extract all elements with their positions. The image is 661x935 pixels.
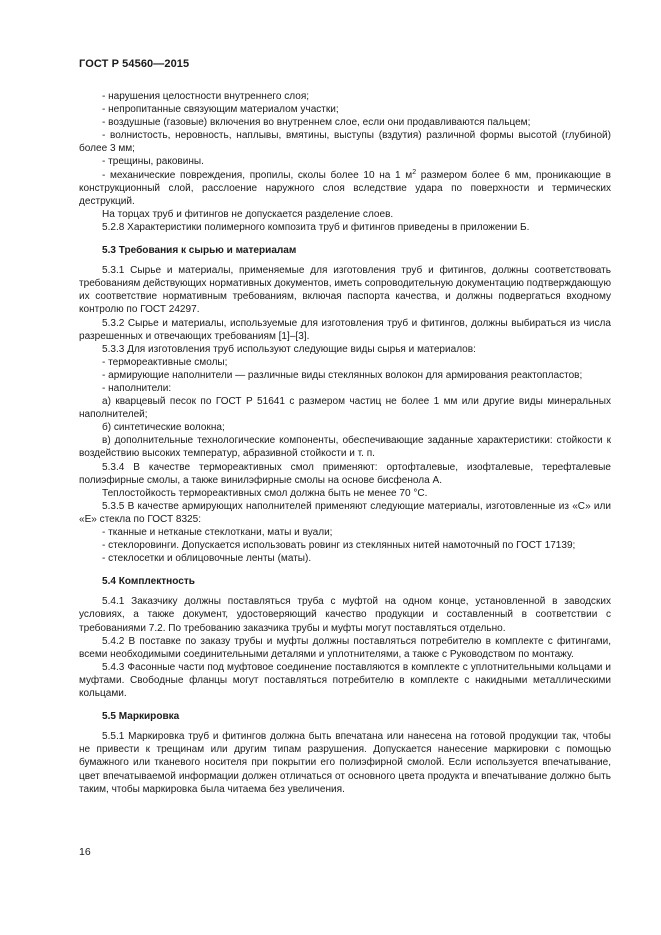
list-item: б) синтетические волокна; [102, 422, 225, 434]
list-item: - термореактивные смолы; [102, 356, 228, 368]
list-item: - непропитанные связующим материалом участки; [102, 104, 339, 116]
list-item: - тканные и нетканые стеклоткани, маты и вуали; [102, 527, 333, 538]
paragraph: 5.3.4 В качестве термореактивных смол применяют: ортофталевые, изофталевые, терефталевые полиэфирные смолы, а также винилэфирные смолы на основе бисфенола А. [79, 461, 611, 486]
superscript: 2 [412, 168, 417, 176]
document-body [79, 90, 611, 796]
paragraph: 5.3.2 Сырье и материалы, используемые для изготовления труб и фитингов, должны выбираться из числа разрешенных и отвечающих требованиям [1]–[3]. [79, 317, 611, 342]
paragraph: 5.4.1 Заказчику должны поставляться труба с муфтой на одном конце, установленной в заводских условиях, а также документ, удостоверяющий качество продукции и составленный в соответствии с требованиями 7.2. По требованию заказчика трубы и муфты могут поставляться отдельно. [79, 596, 611, 634]
list-item: - нарушения целостности внутреннего слоя; [102, 91, 310, 102]
list-item-mechanical-damage [79, 169, 611, 208]
list-item: - стеклосетки и облицовочные ленты (маты). [102, 553, 312, 565]
list-item: а) кварцевый песок по ГОСТ Р 51641 с размером частиц не более 1 мм или другие виды минеральных наполнителей; [79, 396, 611, 421]
page-number: 16 [79, 846, 91, 858]
list-item: - наполнители: [102, 382, 172, 394]
paragraph: Теплостойкость термореактивных смол должна быть не менее 70 °С. [102, 487, 428, 499]
list-item: в) дополнительные технологические компоненты, обеспечивающие заданные характеристики: стойкости к воздействию высоких температур, абразивной стойкости и т. п. [79, 435, 611, 460]
list-item: - стеклоровинги. Допускается использовать ровинг из стеклянных нитей намоточный по ГОСТ 17139; [102, 540, 576, 552]
paragraph: 5.5.1 Маркировка труб и фитингов должна быть впечатана или нанесена на готовой продукции так, чтобы не привести к трещинам или другим типам разрушения. Допускается нанесение маркировки с помощью бумажного или тканевого носителя при покрытии его полиэфирной смолой. Если используется впечатывание, цвет впечатываемой информации должен отличаться от основного цвета продукта и впечатывание должно быть таким, чтобы маркировка была читаема без увеличения. [79, 731, 611, 795]
list-item: - воздушные (газовые) включения во внутреннем слое, если они продавливаются пальцем; [102, 117, 531, 129]
paragraph: 5.3.3 Для изготовления труб используют следующие виды сырья и материалов: [102, 343, 476, 355]
paragraph: 5.3.1 Сырье и материалы, применяемые для изготовления труб и фитингов, должны соответствовать требованиям действующих нормативных документов, иметь сопроводительную документацию подтверждающую их соответствие нормативным требованиям, включая паспорта качества, и должны подвергаться входному контролю по ГОСТ 24297. [79, 265, 611, 316]
paragraph: 5.4.3 Фасонные части под муфтовое соединение поставляются в комплекте с уплотнительными кольцами и муфтами. Свободные фланцы могут поставляться потребителю в комплекте с накидными металлическими кольцами. [79, 661, 611, 700]
paragraph: 5.3.5 В качестве армирующих наполнителей применяют следующие материалы, изготовленные из «С» или «Е» стекла по ГОСТ 8325: [79, 500, 611, 525]
text-fragment: размером более 6 мм, проникающие в конструкционный слой, расслоение наружного слоя вследствие удара по поверхности и термических деструкций. [79, 169, 611, 207]
text-fragment: - механические повреждения, пропилы, сколы более 10 на 1 м [102, 169, 413, 181]
paragraph: 5.2.8 Характеристики полимерного композита труб и фитингов приведены в приложении Б. [102, 221, 530, 233]
section-heading-5-5: 5.5 Маркировка [102, 711, 180, 723]
section-heading-5-4: 5.4 Комплектность [102, 576, 195, 588]
list-item: - армирующие наполнители — различные виды стеклянных волокон для армирования реактопластов; [102, 369, 583, 381]
list-item: - волнистость, неровность, наплывы, вмятины, выступы (вздутия) различной формы высотой (глубиной) более 3 мм; [79, 130, 611, 155]
document-header: ГОСТ Р 54560—2015 [79, 58, 190, 70]
section-heading-5-3: 5.3 Требования к сырью и материалам [102, 245, 297, 257]
paragraph: 5.4.2 В поставке по заказу трубы и муфты должны поставляться потребителю в комплекте с фитингами, всеми необходимыми соединительными деталями и уплотнителями, а также с Руководством по монтажу. [79, 635, 611, 660]
paragraph: На торцах труб и фитингов не допускается разделение слоев. [102, 208, 394, 220]
list-item: - трещины, раковины. [102, 156, 204, 168]
